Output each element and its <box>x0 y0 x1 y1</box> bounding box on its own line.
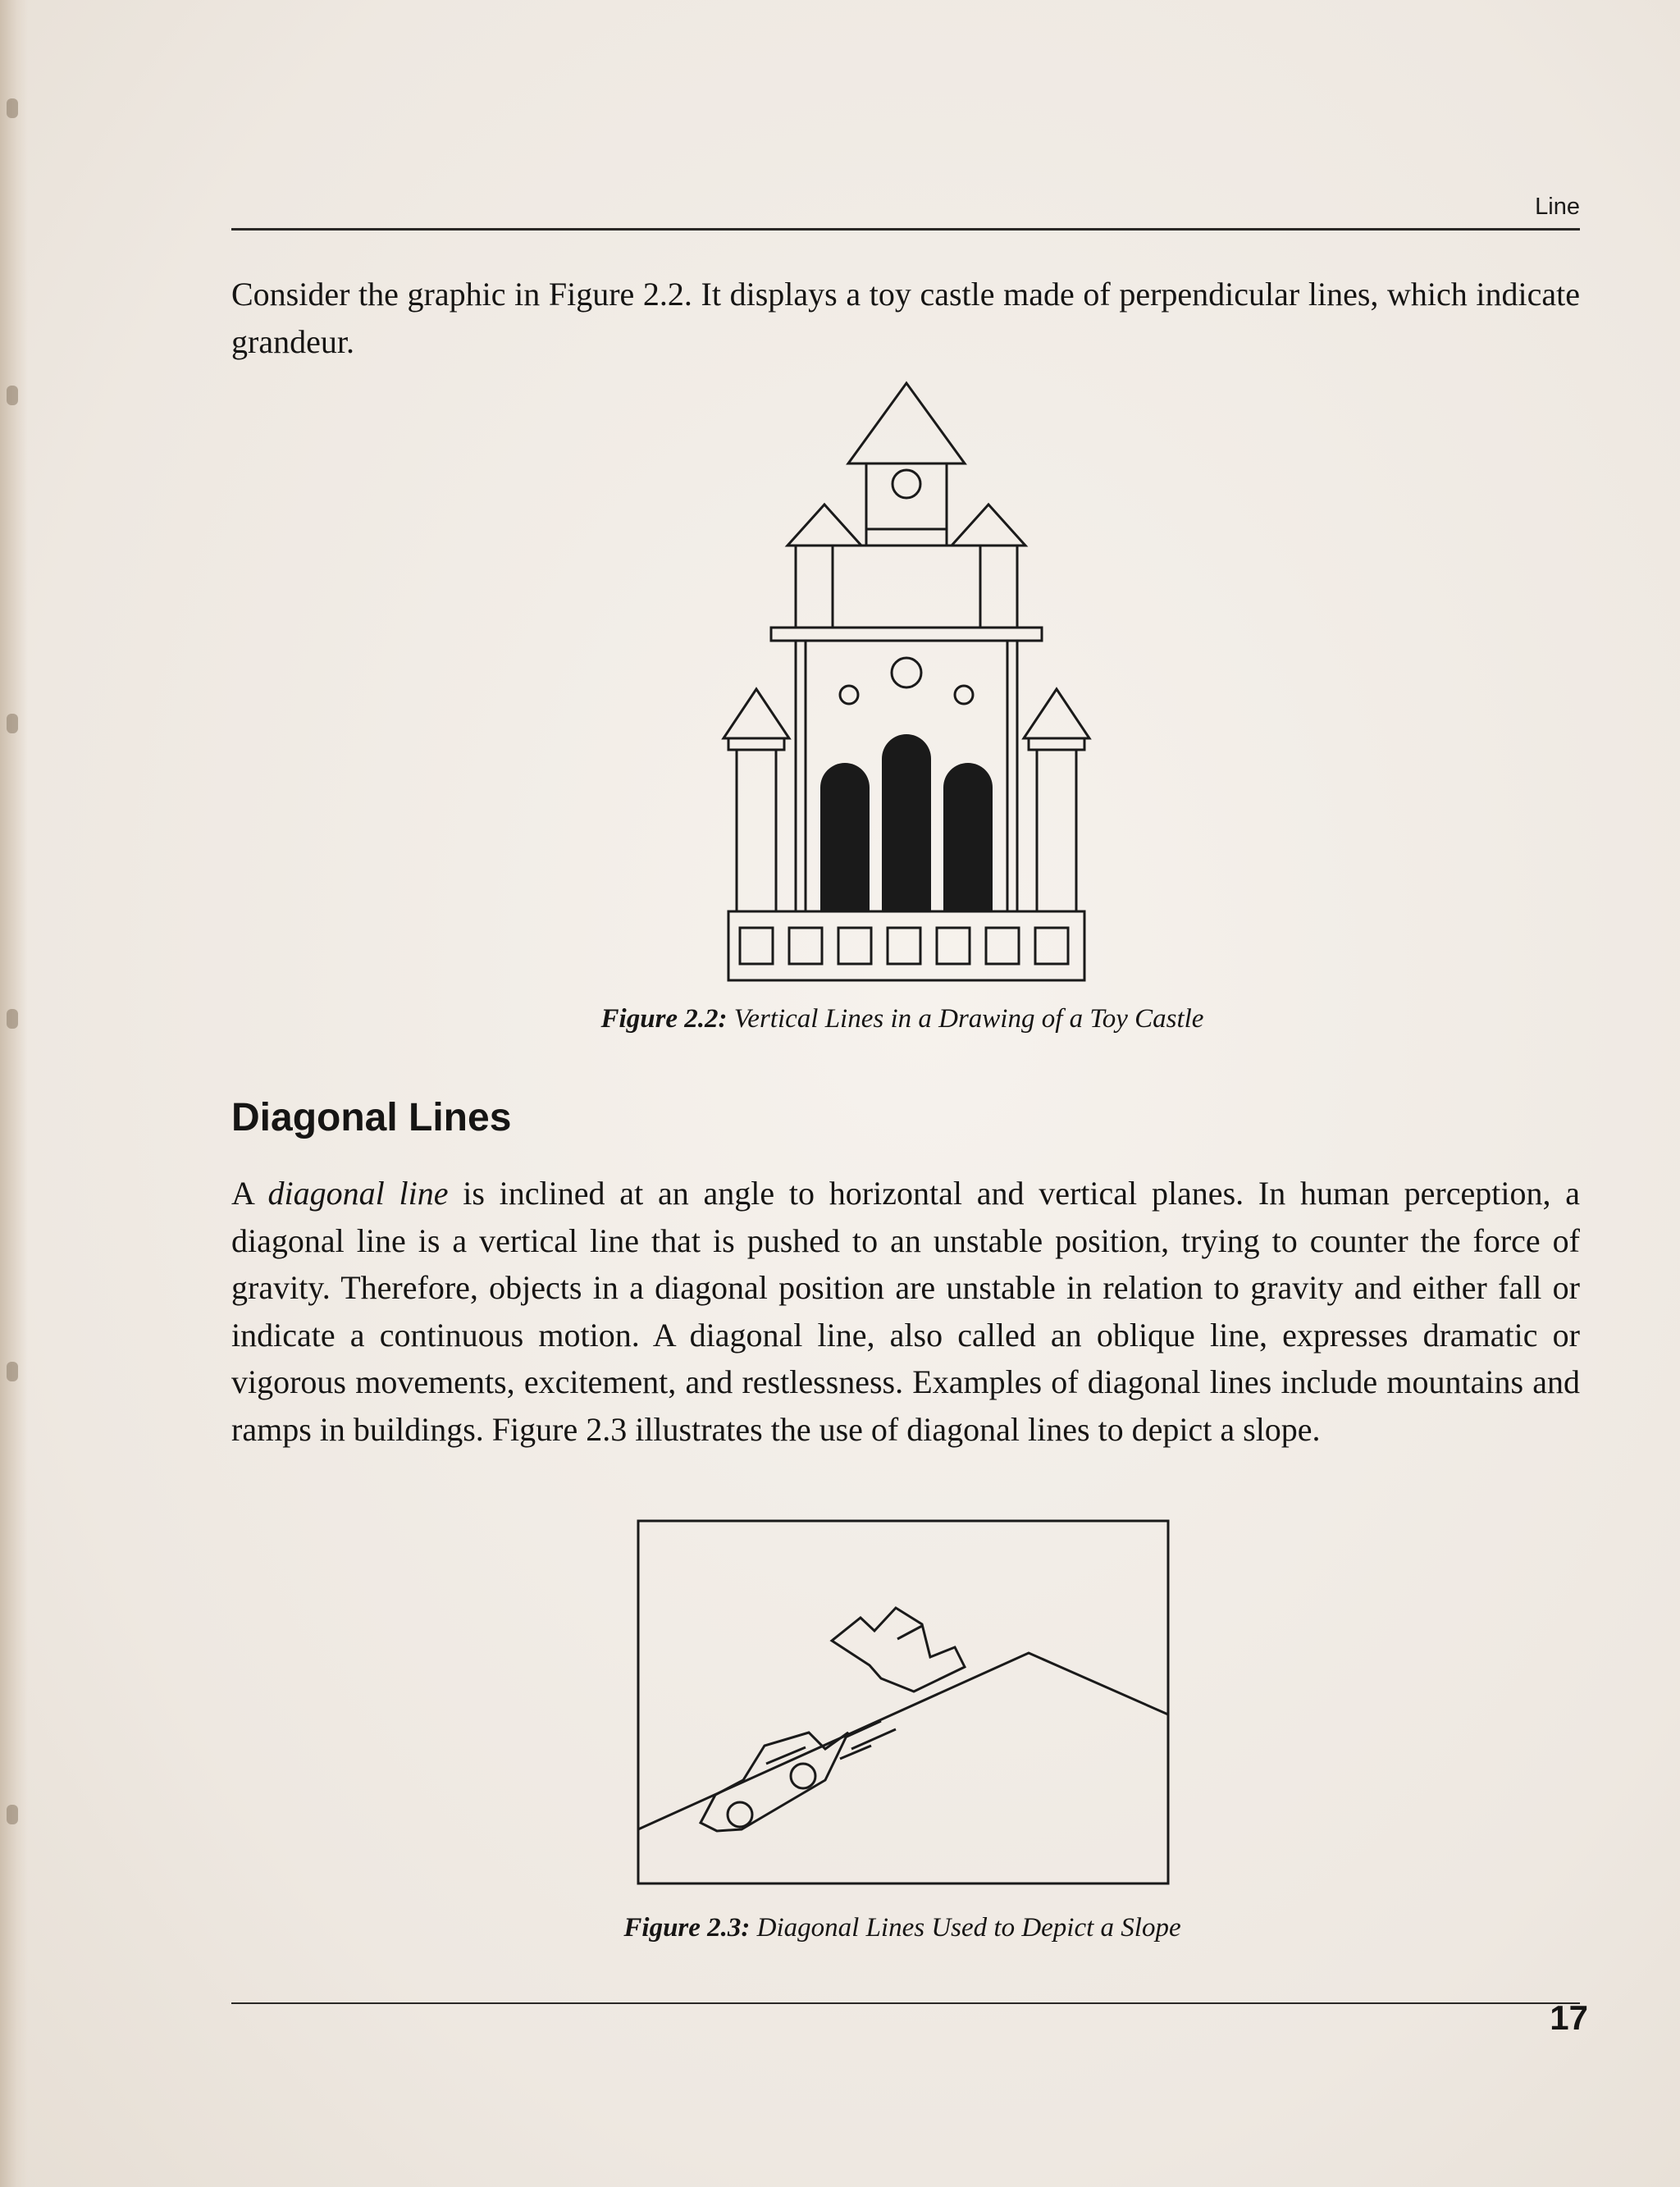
defined-term: diagonal line <box>267 1175 449 1212</box>
running-header: Line <box>1535 194 1580 220</box>
binding-hole <box>7 1805 18 1824</box>
toy-castle-drawing <box>714 373 1099 997</box>
binding-edge <box>0 0 28 2187</box>
diagonal-lines-paragraph <box>231 1170 1580 1453</box>
figure-number: Figure 2.3: <box>623 1913 751 1943</box>
binding-hole <box>7 98 18 118</box>
footer-rule <box>231 2002 1580 2004</box>
binding-hole <box>7 714 18 733</box>
paragraph-body: is inclined at an angle to horizontal and vertical planes. In human perception, a diagonal line is a vertical line that is pushed to an unstable position, trying to counter the force of gravity. Therefore, objects in a diagonal position are unstable in relation to gravity and either fall or indicate a continuous motion. A diagonal line, also called an oblique line, expresses dramatic or vigorous movements, excitement, and restlessness. Examples of diagonal lines include mountains and ramps in buildings. Figure 2.3 illustrates the use of diagonal lines to depict a slope. <box>231 1175 1580 1448</box>
binding-hole <box>7 386 18 405</box>
section-heading: Diagonal Lines <box>231 1096 512 1139</box>
intro-paragraph: Consider the graphic in Figure 2.2. It displays a toy castle made of perpendicular lines, which indicate grandeur. <box>231 276 1580 360</box>
figure-caption-text: Diagonal Lines Used to Depict a Slope <box>750 1913 1181 1943</box>
figure-2-2-caption <box>492 1004 1312 1034</box>
car-on-slope-drawing <box>635 1518 1171 1887</box>
binding-hole <box>7 1009 18 1029</box>
header-rule <box>231 228 1580 231</box>
paragraph-lead: A <box>231 1175 268 1212</box>
figure-number: Figure 2.2: <box>600 1004 728 1034</box>
figure-caption-text: Vertical Lines in a Drawing of a Toy Castle <box>727 1004 1204 1034</box>
figure-2-3-caption <box>492 1913 1312 1943</box>
page-number: 17 <box>1550 1998 1588 2037</box>
binding-hole <box>7 1362 18 1381</box>
